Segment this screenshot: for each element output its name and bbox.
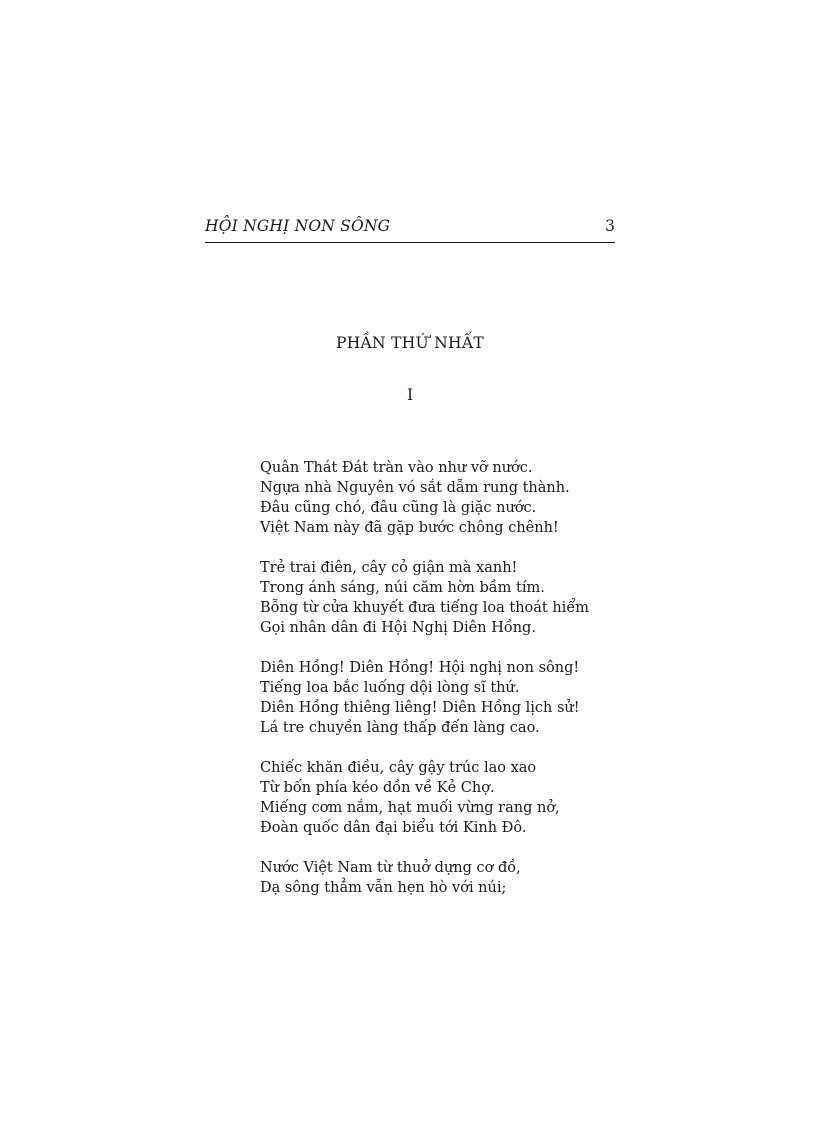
running-title: HỘI NGHỊ NON SÔNG [205, 217, 391, 235]
part-title: PHẦN THỨ NHẤT [336, 334, 484, 352]
poem-line: Dạ sông thẳm vẫn hẹn hò với núi; [260, 880, 507, 896]
stanza [260, 458, 615, 538]
stanza [260, 558, 615, 638]
poem-line: Ngựa nhà Nguyên vó sắt dẫm rung thành. [260, 480, 570, 496]
poem-line: Lá tre chuyền làng thấp đến làng cao. [260, 720, 540, 736]
stanza [260, 658, 615, 738]
poem-line: Trẻ trai điên, cây cỏ giận mà xanh! [260, 560, 518, 576]
poem-line: Đâu cũng chó, đâu cũng là giặc nước. [260, 500, 537, 516]
poem-line: Gọi nhân dân đi Hội Nghị Diên Hồng. [260, 620, 536, 636]
poem-line: Trong ánh sáng, núi căm hờn bầm tím. [260, 580, 545, 596]
section-number: I [406, 386, 414, 404]
poem-line: Từ bốn phía kéo dồn về Kẻ Chợ. [260, 780, 495, 796]
poem-line: Diên Hồng thiêng liêng! Diên Hồng lịch sử! [260, 700, 580, 716]
stanza [260, 858, 615, 898]
poem-line: Việt Nam này đã gặp bước chông chênh! [260, 520, 559, 536]
poem-line: Chiếc khăn điều, cây gậy trúc lao xao [260, 760, 537, 776]
poem-line: Bỗng từ cửa khuyết đưa tiếng loa thoát hiểm [260, 600, 589, 616]
running-header [205, 216, 615, 243]
page-number: 3 [605, 217, 615, 235]
poem-body [260, 458, 615, 918]
stanza [260, 758, 615, 838]
poem-line: Diên Hồng! Diên Hồng! Hội nghị non sông! [260, 660, 580, 676]
poem-line: Tiếng loa bắc luống dội lòng sĩ thứ. [260, 680, 520, 696]
poem-line: Nước Việt Nam từ thuở dựng cơ đồ, [260, 860, 521, 876]
poem-line: Quân Thát Đát tràn vào như vỡ nước. [260, 460, 533, 476]
poem-line: Miếng cơm nắm, hạt muối vừng rang nở, [260, 800, 560, 816]
poem-line: Đoàn quốc dân đại biểu tới Kinh Đô. [260, 820, 527, 836]
